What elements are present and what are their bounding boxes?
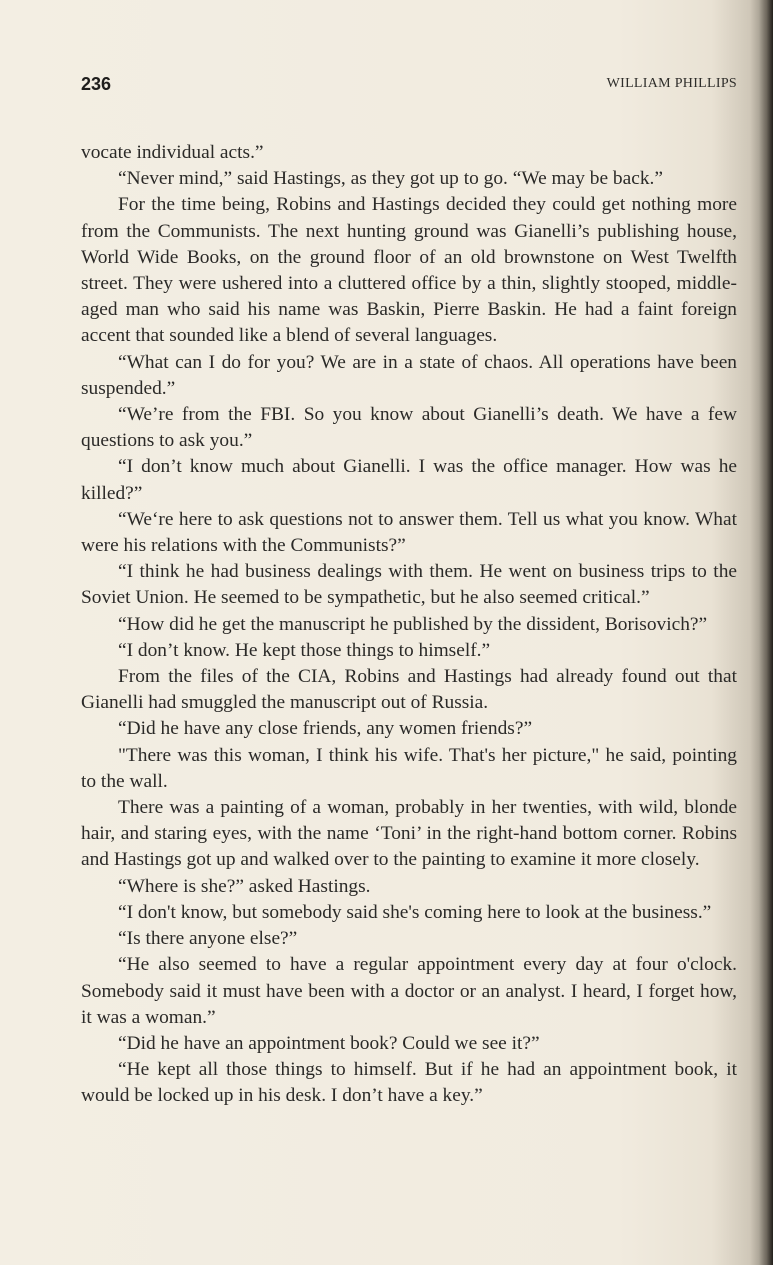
paragraph: “He kept all those things to himself. But if he had an appointment book, it would be locked up in his desk. I don’t have a key.” xyxy=(81,1059,737,1107)
paragraph: “Where is she?” asked Hastings. xyxy=(118,875,371,897)
paragraph: “What can I do for you? We are in a state of chaos. All operations have been suspended.” xyxy=(81,351,737,399)
page-number: 236 xyxy=(81,74,112,94)
paragraph: “I don’t know. He kept those things to himself.” xyxy=(118,639,491,661)
paragraph: “He also seemed to have a regular appointment every day at four o'clock. Somebody said it must have been with a doctor or an analyst. I heard, I forget how, it was a woman.” xyxy=(81,954,737,1028)
paragraph: “I don’t know much about Gianelli. I was the office manager. How was he killed?” xyxy=(81,456,737,504)
paragraph: There was a painting of a woman, probably in her twenties, with wild, blonde hair, and staring eyes, with the name ‘Toni’ in the right-hand bottom corner. Robins and Hastings got up and walked over to the painting to examine it more closely. xyxy=(81,797,737,871)
paragraph: “We’re from the FBI. So you know about Gianelli’s death. We have a few questions to ask you.” xyxy=(81,404,737,452)
paragraph: “Did he have any close friends, any women friends?” xyxy=(118,718,533,740)
paragraph: From the files of the CIA, Robins and Hastings had already found out that Gianelli had smuggled the manuscript out of Russia. xyxy=(81,666,737,714)
page-edge-shadow xyxy=(759,0,773,1265)
paragraph: “Did he have an appointment book? Could we see it?” xyxy=(118,1032,540,1054)
paragraph: vocate individual acts.” xyxy=(81,142,264,163)
paragraph: “I think he had business dealings with them. He went on business trips to the Soviet Union. He seemed to be sympathetic, but he also seemed critical.” xyxy=(81,561,737,609)
paragraph: “I don't know, but somebody said she's coming here to look at the business.” xyxy=(118,901,712,923)
paragraph: “We‘re here to ask questions not to answer them. Tell us what you know. What were his relations with the Communists?” xyxy=(81,508,737,557)
running-head-author: WILLIAM PHILLIPS xyxy=(606,76,737,91)
paragraph: “How did he get the manuscript he published by the dissident, Borisovich?” xyxy=(118,613,708,635)
running-head xyxy=(81,74,737,98)
paragraph: “Never mind,” said Hastings, as they got up to go. “We may be back.” xyxy=(118,168,663,190)
body-text xyxy=(81,140,737,1110)
paragraph: "There was this woman, I think his wife. That's her picture," he said, pointing to the wall. xyxy=(81,744,737,792)
paragraph: “Is there anyone else?” xyxy=(118,928,298,950)
paragraph: For the time being, Robins and Hastings decided they could get nothing more from the Communists. The next hunting ground was Gianelli’s publishing house, World Wide Books, on the ground floor of an old brownstone on West Twelfth street. They were ushered into a cluttered office by a thin, slightly stooped, middle-aged man who said his name was Baskin, Pierre Baskin. He had a faint foreign accent that sounded like a blend of several languages. xyxy=(81,194,737,347)
